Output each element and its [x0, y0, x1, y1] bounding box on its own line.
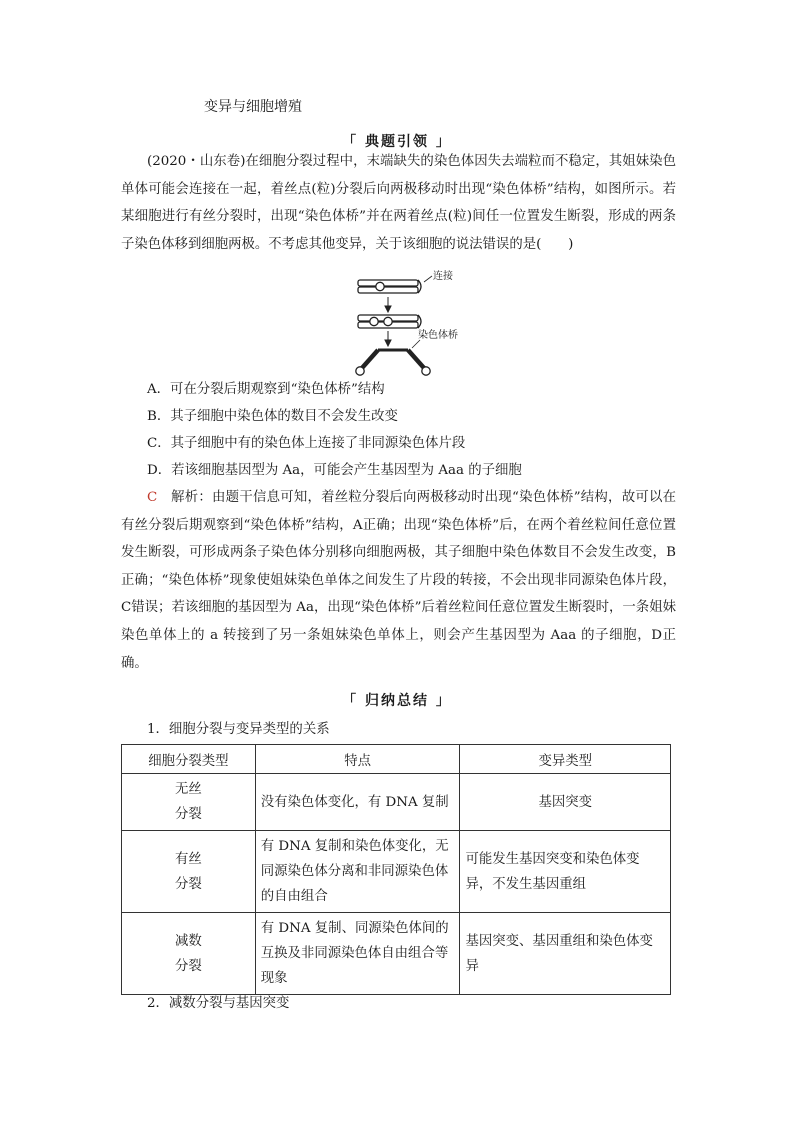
cell-variation: 基因突变 [460, 774, 671, 831]
cell-division-type: 有丝 分裂 [122, 831, 256, 913]
chromosome-bridge-figure [350, 268, 470, 380]
question-stem: (2020・山东卷)在细胞分裂过程中，末端缺失的染色体因失去端粒而不稳定，其姐妹染色单体可能会连接在一起，着丝点(粒)分裂后向两极移动时出现“染色体桥”结构，如图所示。若某细胞进行有丝分裂时，出现“染色体桥”并在两着丝点(粒)间任一位置发生断裂，形成的两条子染色体移到细胞两极。不考虑其他变异，关于该细胞的说法错误的是( ) [121, 154, 676, 252]
label-connect: 连接 [433, 271, 453, 282]
summary-item-1: 1．细胞分裂与变异类型的关系 [147, 722, 330, 737]
table-header-row [122, 745, 671, 774]
cell-feature: 没有染色体变化，有 DNA 复制 [255, 774, 460, 831]
cell-feature: 有 DNA 复制、同源染色体间的互换及非同源染色体自由组合等现象 [255, 913, 460, 995]
section-heading-typical-question: 「 典题引领 」 [342, 134, 452, 150]
cell-division-type: 减数 分裂 [122, 913, 256, 995]
option-d: D．若该细胞基因型为 Aa，可能会产生基因型为 Aaa 的子细胞 [147, 463, 522, 478]
table-header: 细胞分裂类型 [122, 745, 256, 774]
arrow-down-2 [385, 331, 391, 346]
label-pointer-bridge [412, 340, 420, 348]
document-title: 变异与细胞增殖 [204, 99, 302, 115]
table-header: 特点 [255, 745, 460, 774]
cell-division-type: 无丝 分裂 [122, 774, 256, 831]
option-a: A．可在分裂后期观察到“染色体桥”结构 [147, 382, 385, 397]
chromosome-connected-middle [358, 315, 421, 328]
cell-variation: 基因突变、基因重组和染色体变异 [460, 913, 671, 995]
chromosome-connected-top [358, 280, 421, 293]
analysis-text: 解析：由题干信息可知，着丝粒分裂后向两极移动时出现“染色体桥”结构，故可以在有丝分裂后期观察到“染色体桥”结构，A正确；出现“染色体桥”后，在两个着丝粒间任意位置发生断裂，可形成两条子染色体分别移向细胞两极，其子细胞中染色体数目不会发生改变，B正确；“染色体桥”现象使姐妹染色单体之间发生了片段的转接，不会出现非同源染色体片段，C错误；若该细胞的基因型为 Aa，出现“染色体桥”后着丝粒间任意位置发生断裂时，一条姐妹染色单体上的 a 转接到了另一条姐妹染色单体上，则会产生基因型为 Aaa 的子细胞，D正确。 [121, 490, 676, 671]
table-header: 变异类型 [460, 745, 671, 774]
cell-variation: 可能发生基因突变和染色体变异，不发生基因重组 [460, 831, 671, 913]
answer-letter: C [147, 490, 158, 505]
cell-feature: 有 DNA 复制和染色体变化，无同源染色体分离和非同源染色体的自由组合 [255, 831, 460, 913]
label-pointer-connect [424, 276, 432, 282]
chromosome-bridge [356, 350, 430, 375]
division-variation-table [121, 744, 671, 995]
option-b: B．其子细胞中染色体的数目不会发生改变 [147, 409, 398, 424]
table-row [122, 774, 671, 831]
arrow-down-1 [385, 297, 391, 312]
option-c: C．其子细胞中有的染色体上连接了非同源染色体片段 [147, 436, 466, 451]
table-row [122, 831, 671, 913]
section-heading-summary: 「 归纳总结 」 [342, 693, 452, 709]
answer-analysis [121, 484, 676, 677]
table-row [122, 913, 671, 995]
label-chromosome-bridge: 染色体桥 [418, 330, 458, 341]
summary-item-2: 2．减数分裂与基因突变 [147, 996, 290, 1011]
